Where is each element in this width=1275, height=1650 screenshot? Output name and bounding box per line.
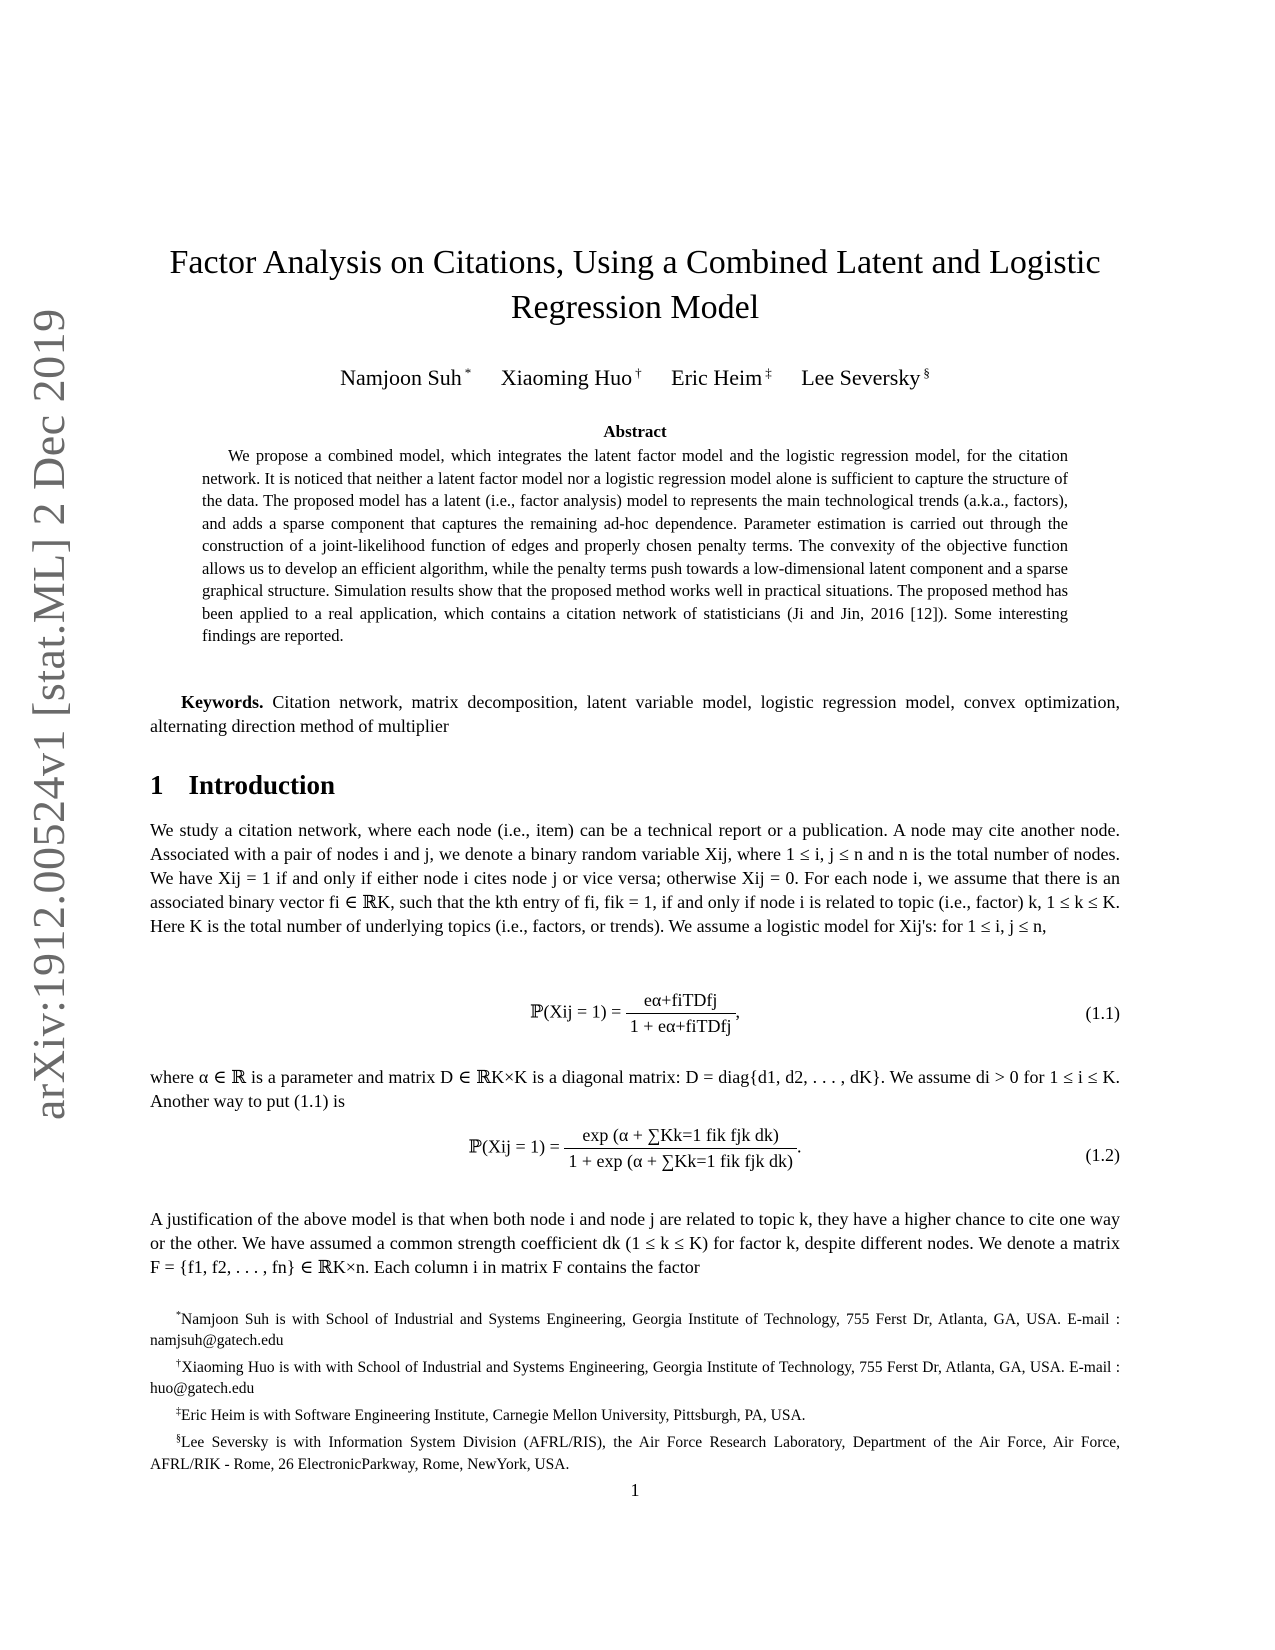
paper-title: Factor Analysis on Citations, Using a Combined Latent and Logistic Regression Model (169, 244, 1101, 326)
equation-tail: . (797, 1136, 802, 1157)
footnote-mark: * (176, 1310, 181, 1321)
author-name: Lee Seversky (801, 365, 921, 391)
equation-denominator: 1 + eα+fiTDfj (629, 1016, 732, 1036)
footnote (150, 1305, 1120, 1351)
equation-numerator: exp (α + ∑Kk=1 fik fjk dk) (564, 1125, 797, 1149)
equation-number[interactable]: (1.2) (1085, 1145, 1120, 1165)
section-title: Introduction (188, 770, 336, 800)
equation-fraction (564, 1125, 797, 1172)
author (801, 365, 930, 390)
equation-1-2 (150, 1125, 1120, 1187)
intro-paragraph-2: where α ∈ ℝ is a parameter and matrix D ∈ ℝK×K is a diagonal matrix: D = diag{d1, d2, . . . , dK}. We assume di > 0 for 1 ≤ i ≤ K. Another way to put (1.1) is (150, 1067, 1120, 1111)
equation-fraction (626, 990, 736, 1037)
footnotes (150, 1305, 1120, 1477)
footnote-mark: ‡ (176, 1406, 181, 1418)
equation-lhs: ℙ(Xij = 1) = (529, 1001, 622, 1022)
author (340, 365, 471, 390)
page-number: 1 (630, 1480, 640, 1500)
intro-paragraph-3: A justification of the above model is that when both node i and node j are related to topic k, they have a higher chance to cite one way or the other. We have assumed a common strength coefficient dk (1 ≤ k ≤ K) for factor k, despite different nodes. We denote a matrix F = {f1, f2, . . . , fn} ∈ ℝK×n. Each column i in matrix F contains the factor (150, 1209, 1120, 1277)
author-footnote-mark[interactable]: * (464, 365, 472, 380)
author (501, 365, 642, 390)
section-heading (150, 770, 335, 801)
equation-1-1 (150, 990, 1120, 1038)
footnote-mark: § (176, 1433, 181, 1445)
footnote (150, 1428, 1120, 1474)
abstract-text: We propose a combined model, which integrates the latent factor model and the logistic regression model, for the citation network. It is noticed that neither a latent factor model nor a logistic regression model alone is sufficient to capture the structure of the data. The proposed model has a latent (i.e., factor analysis) model to represents the main technological trends (a.k.a., factors), and adds a sparse component that captures the remaining ad-hoc dependence. Parameter estimation is carried out through the construction of a joint-likelihood function of edges and properly chosen penalty terms. The convexity of the objective function allows us to develop an efficient algorithm, while the penalty terms push towards a low-dimensional latent component and a sparse graphical structure. Simulation results show that the proposed method works well in practical situations. The proposed method has been applied to a real application, which contains a citation network of statisticians (Ji and Jin, 2016 [12]). Some interesting findings are reported. (202, 446, 1068, 645)
author-footnote-mark[interactable]: ‡ (765, 365, 772, 380)
equation-lhs: ℙ(Xij = 1) = (468, 1136, 560, 1157)
footnote (150, 1401, 1120, 1426)
equation-number[interactable]: (1.1) (1085, 1003, 1120, 1023)
footnote-text: Eric Heim is with Software Engineering Institute, Carnegie Mellon University, Pittsburgh, PA, USA. (181, 1407, 806, 1425)
author-name: Xiaoming Huo (500, 365, 633, 391)
footnote-text: Namjoon Suh is with School of Industrial and Systems Engineering, Georgia Institute of Technology, 755 Ferst Dr, Atlanta, GA, USA. E-mail : namjsuh@gatech.edu (150, 1311, 1120, 1350)
equation-tail: , (735, 1001, 741, 1022)
footnote-text: Lee Seversky is with Information System Division (AFRL/RIS), the Air Force Research Laboratory, Department of the Air Force, Air Force, AFRL/RIK - Rome, 26 ElectronicParkway, Rome, NewYork, USA. (150, 1434, 1120, 1473)
keywords (150, 690, 1120, 738)
section-number: 1 (150, 770, 164, 800)
author-footnote-mark[interactable]: † (635, 365, 642, 380)
equation-numerator: eα+fiTDfj (626, 990, 736, 1014)
equation-denominator: 1 + exp (α + ∑Kk=1 fik fjk dk) (568, 1151, 793, 1171)
arxiv-identifier-stamp: arXiv:1912.00524v1 [stat.ML] 2 Dec 2019 (23, 308, 74, 1120)
footnote-mark: † (176, 1358, 182, 1370)
author-name: Eric Heim (671, 365, 763, 391)
author-footnote-mark[interactable]: § (923, 365, 930, 380)
keywords-label: Keywords. (181, 692, 264, 712)
intro-paragraph-1: We study a citation network, where each node (i.e., item) can be a technical report or a publication. A node may cite another node. Associated with a pair of nodes i and j, we denote a binary random variable Xij, where 1 ≤ i, j ≤ n and n is the total number of nodes. We have Xij = 1 if and only if either node i cites node j or vice versa; otherwise Xij = 0. For each node i, we assume that there is an associated binary vector fi ∈ ℝK, such that the kth entry of fi, fik = 1, if and only if node i is related to topic (i.e., factor) k, 1 ≤ k ≤ K. Here K is the total number of underlying topics (i.e., factors, or trends). We assume a logistic model for Xij's: for 1 ≤ i, j ≤ n, (150, 820, 1120, 936)
abstract-heading: Abstract (603, 422, 667, 441)
footnote (150, 1353, 1120, 1399)
author (671, 365, 772, 390)
keywords-text: Citation network, matrix decomposition, latent variable model, logistic regression model, convex optimization, alternating direction method of multiplier (150, 692, 1121, 736)
author-name: Namjoon Suh (340, 365, 462, 391)
footnote-text: Xiaoming Huo is with with School of Industrial and Systems Engineering, Georgia Institute of Technology, 755 Ferst Dr, Atlanta, GA, USA. E-mail : huo@gatech.edu (150, 1359, 1121, 1398)
author-list (150, 365, 1120, 391)
